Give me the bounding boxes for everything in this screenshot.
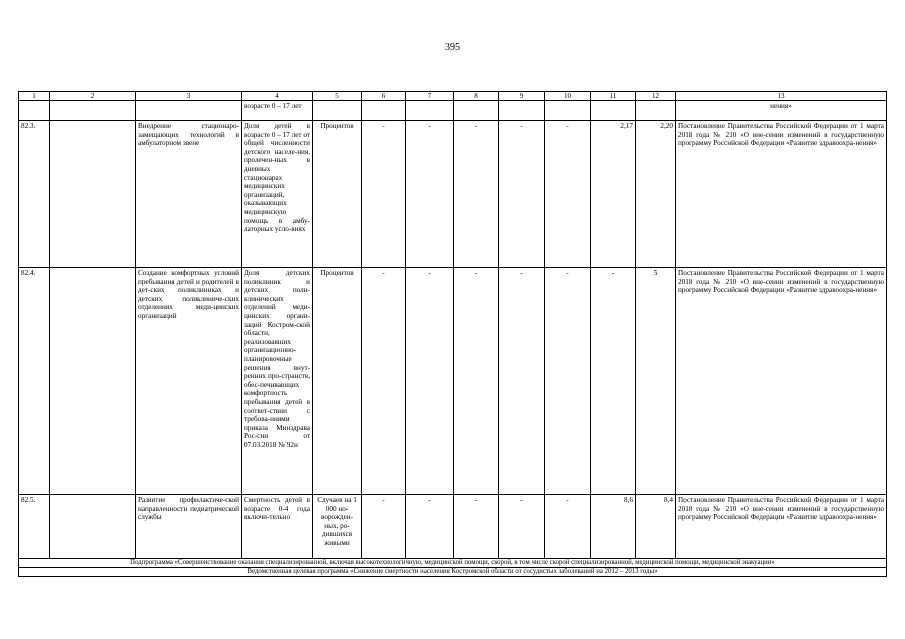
row-value: -: [499, 268, 545, 495]
row-value: 8,4: [636, 495, 676, 559]
row-name: Создание комфортных условий пребывания детей и родителей в дет-ских поликлиниках и детских поликлиниче-ских отделениях меди-цинских организаций: [136, 268, 242, 495]
target-program-title: Ведомственная целевая программа «Снижение смертности населения Костромской области от сосудистых заболеваний на 2012 – 2013 годы»: [19, 568, 887, 577]
table-row: [19, 268, 887, 495]
row-name: Развитие профилактиче-ской направленности педиатрической службы: [136, 495, 242, 559]
row-value: 8,6: [591, 495, 636, 559]
indicators-table: [18, 91, 887, 577]
continuation-indicator: возрасте 0 – 17 лет: [242, 101, 313, 121]
row-value: -: [545, 495, 591, 559]
table-row: [19, 121, 887, 268]
row-value: -: [406, 495, 454, 559]
row-value: 5: [636, 268, 676, 495]
row-value: -: [454, 268, 499, 495]
row-indicator: Смертность детей в возрасте 0-4 года включи-тельно: [242, 495, 313, 559]
header-cell: 11: [591, 92, 636, 101]
row-number: 82.5.: [19, 495, 50, 559]
table-row: [19, 495, 887, 559]
row-indicator: Доля детских поликлиник и детских поли-клинических отделений меди-цинских органи-заций Костром-ской области, реализовавших организационно-планировочные решения внут-ренних про-странств, обес-печивающих комфортность пребывания детей в соответ-ствии с требова-ниями приказа Минздрава Рос-сии от 07.03.2018 № 92н: [242, 268, 313, 495]
row-value: -: [362, 268, 406, 495]
subprogram-title: Подпрограмма «Совершенствование оказания специализированной, включая высокотехнологичную, медицинской помощи, скорой, в том числе скорой специализированной, медицинской помощи, медицинской эвакуации»: [19, 559, 887, 568]
row-value: -: [499, 495, 545, 559]
row-name: Внедрение стационаро-замещающих технологий в амбулаторном звене: [136, 121, 242, 268]
row-value: -: [454, 495, 499, 559]
row-col2: [50, 121, 136, 268]
continuation-basis: нения»: [676, 101, 887, 121]
row-number: 82.3.: [19, 121, 50, 268]
target-program-row: [19, 568, 887, 577]
row-value: -: [406, 268, 454, 495]
row-unit: Случаев на 1 000 но-ворожден-ных, ро-дившихся живыми: [313, 495, 362, 559]
row-value: -: [454, 121, 499, 268]
row-basis: Постановление Правительства Российской Федерации от 1 марта 2018 года № 210 «О вне-сении изменений в государственную программу Российской Федерации «Развитие здравоохра-нения»: [676, 268, 887, 495]
header-cell: 7: [406, 92, 454, 101]
header-cell: 3: [136, 92, 242, 101]
subprogram-row: [19, 559, 887, 568]
header-cell: 9: [499, 92, 545, 101]
row-value: -: [499, 121, 545, 268]
row-basis: Постановление Правительства Российской Федерации от 1 марта 2018 года № 210 «О вне-сении изменений в государственную программу Российской Федерации «Развитие здравоохра-нения»: [676, 121, 887, 268]
header-cell: 1: [19, 92, 50, 101]
header-cell: 12: [636, 92, 676, 101]
header-cell: 6: [362, 92, 406, 101]
row-value: -: [406, 121, 454, 268]
row-col2: [50, 268, 136, 495]
row-unit: Процентов: [313, 121, 362, 268]
row-value: 2,17: [591, 121, 636, 268]
row-unit: Процентов: [313, 268, 362, 495]
header-cell: 13: [676, 92, 887, 101]
header-cell: 2: [50, 92, 136, 101]
row-basis: Постановление Правительства Российской Федерации от 1 марта 2018 года № 210 «О вне-сении изменений в государственную программу Российской Федерации «Развитие здравоохра-нения»: [676, 495, 887, 559]
row-value: 2,20: [636, 121, 676, 268]
page-number: 395: [445, 42, 460, 53]
row-value: -: [362, 121, 406, 268]
header-row: [19, 92, 887, 101]
row-indicator: Доля детей в возрасте 0 – 17 лет от общей численности детского населе-ния, пролечен-ных в дневных стационарах медицинских организаций, оказывающих медицинскую помощь в амбу-латорных усло-виях: [242, 121, 313, 268]
continuation-row: [19, 101, 887, 121]
row-col2: [50, 495, 136, 559]
row-value: -: [591, 268, 636, 495]
header-cell: 5: [313, 92, 362, 101]
row-number: 82.4.: [19, 268, 50, 495]
row-value: -: [545, 121, 591, 268]
header-cell: 10: [545, 92, 591, 101]
row-value: -: [545, 268, 591, 495]
header-cell: 8: [454, 92, 499, 101]
header-cell: 4: [242, 92, 313, 101]
row-value: -: [362, 495, 406, 559]
